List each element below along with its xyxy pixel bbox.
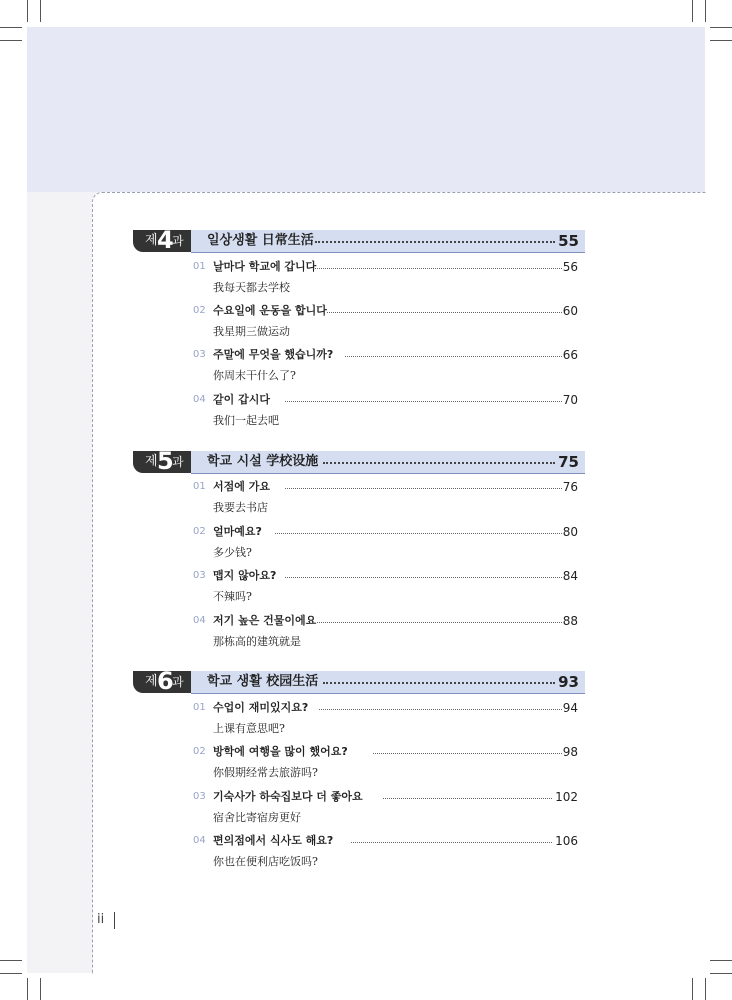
lesson-number: 03	[193, 349, 206, 360]
chapter-number: 5	[157, 447, 174, 475]
lesson-page: 98	[562, 745, 578, 759]
lesson-number: 04	[193, 835, 206, 846]
lesson-chinese-title: 不辣吗?	[213, 590, 252, 603]
lesson-number: 01	[193, 261, 206, 272]
dot-leader	[351, 842, 552, 843]
lesson-entry[interactable]	[193, 834, 578, 874]
lesson-title: 얼마예요?	[213, 525, 262, 538]
lesson-number: 02	[193, 305, 206, 316]
crop-mark	[705, 978, 706, 1000]
lesson-chinese-title: 你假期经常去旅游吗?	[213, 766, 318, 779]
lesson-page: 56	[562, 260, 578, 274]
lesson-chinese-title: 你周末干什么了?	[213, 369, 296, 382]
crop-mark	[692, 0, 693, 22]
crop-mark	[27, 978, 28, 1000]
chapter-title-bar	[191, 230, 585, 253]
lesson-page: 70	[562, 393, 578, 407]
crop-mark	[27, 0, 28, 22]
page-number-rule	[114, 912, 115, 929]
crop-mark	[0, 960, 22, 961]
crop-mark	[710, 27, 732, 28]
lesson-chinese-title: 我要去书店	[213, 501, 268, 514]
lesson-title: 편의점에서 식사도 해요?	[213, 834, 334, 847]
lesson-number: 02	[193, 526, 206, 537]
lesson-number: 04	[193, 394, 206, 405]
crop-mark	[0, 40, 22, 41]
chapter-header[interactable]	[133, 226, 585, 254]
lesson-entry[interactable]	[193, 260, 578, 300]
lesson-chinese-title: 我星期三做运动	[213, 325, 290, 338]
dot-leader	[323, 682, 555, 684]
chapter-title: 학교 시설 学校设施	[207, 454, 319, 469]
lesson-number: 04	[193, 615, 206, 626]
dot-leader	[315, 268, 562, 269]
lesson-page: 94	[562, 701, 578, 715]
lesson-entry[interactable]	[193, 614, 578, 654]
lesson-page: 102	[555, 790, 578, 804]
crop-mark	[705, 0, 706, 22]
lesson-chinese-title: 上课有意思吧?	[213, 722, 285, 735]
lesson-chinese-title: 我每天都去学校	[213, 281, 290, 294]
chapter-suffix: 과	[172, 455, 184, 469]
chapter-page: 55	[558, 232, 579, 250]
lesson-title: 기숙사가 하숙집보다 더 좋아요	[213, 790, 363, 803]
lesson-number: 03	[193, 570, 206, 581]
dot-leader	[383, 798, 552, 799]
lesson-number: 01	[193, 702, 206, 713]
crop-mark	[692, 978, 693, 1000]
dot-leader	[315, 241, 555, 243]
dot-leader	[317, 622, 562, 623]
crop-mark	[0, 27, 22, 28]
lesson-page: 84	[562, 569, 578, 583]
page-number: ii	[97, 912, 105, 927]
lesson-page: 88	[562, 614, 578, 628]
crop-mark	[40, 978, 41, 1000]
chapter-number: 6	[157, 667, 174, 695]
lesson-page: 80	[562, 525, 578, 539]
dot-leader	[285, 488, 562, 489]
crop-mark	[0, 973, 22, 974]
lesson-number: 01	[193, 481, 206, 492]
lesson-chinese-title: 我们一起去吧	[213, 414, 279, 427]
crop-mark	[710, 973, 732, 974]
chapter-page: 93	[558, 673, 579, 691]
lesson-title: 서점에 가요	[213, 480, 270, 493]
chapter-page: 75	[558, 453, 579, 471]
dot-leader	[285, 401, 562, 402]
chapter-header[interactable]	[133, 447, 585, 475]
dot-leader	[275, 533, 562, 534]
chapter-title-bar	[191, 671, 585, 694]
chapter-prefix: 제	[145, 454, 158, 469]
lesson-entry[interactable]	[193, 348, 578, 388]
lesson-entry[interactable]	[193, 701, 578, 741]
lesson-title: 날마다 학교에 갑니다	[213, 260, 317, 273]
lesson-page: 106	[555, 834, 578, 848]
chapter-header[interactable]	[133, 667, 585, 695]
lesson-entry[interactable]	[193, 790, 578, 830]
lesson-title: 같이 갑시다	[213, 393, 270, 406]
dot-leader	[319, 709, 562, 710]
chapter-suffix: 과	[172, 234, 184, 248]
dot-leader	[373, 753, 562, 754]
crop-mark	[710, 40, 732, 41]
lesson-number: 03	[193, 791, 206, 802]
lesson-entry[interactable]	[193, 745, 578, 785]
lesson-title: 저기 높은 건물이에요	[213, 614, 317, 627]
lesson-entry[interactable]	[193, 304, 578, 344]
crop-mark	[710, 960, 732, 961]
lesson-entry[interactable]	[193, 569, 578, 609]
lesson-chinese-title: 那栋高的建筑就是	[213, 635, 301, 648]
lesson-title: 방학에 여행을 많이 했어요?	[213, 745, 348, 758]
crop-mark	[40, 0, 41, 22]
lesson-entry[interactable]	[193, 393, 578, 433]
lesson-page: 60	[562, 304, 578, 318]
lesson-page: 66	[562, 348, 578, 362]
header-band	[27, 27, 705, 192]
chapter-suffix: 과	[172, 675, 184, 689]
dot-leader	[345, 356, 562, 357]
lesson-chinese-title: 你也在便利店吃饭吗?	[213, 855, 318, 868]
chapter-prefix: 제	[145, 233, 158, 248]
lesson-title: 수요일에 운동을 합니다	[213, 304, 327, 317]
chapter-prefix: 제	[145, 674, 158, 689]
lesson-entry[interactable]	[193, 480, 578, 520]
chapter-title: 일상생활 日常生活	[207, 233, 314, 248]
lesson-title: 맵지 않아요?	[213, 569, 277, 582]
lesson-title: 주말에 무엇을 했습니까?	[213, 348, 334, 361]
dot-leader	[327, 312, 562, 313]
lesson-number: 02	[193, 746, 206, 757]
chapter-badge	[133, 226, 191, 254]
lesson-entry[interactable]	[193, 525, 578, 565]
chapter-title: 학교 생활 校园生活	[207, 674, 319, 689]
chapter-number: 4	[157, 226, 174, 254]
lesson-chinese-title: 多少钱?	[213, 546, 252, 559]
chapter-title-bar	[191, 451, 585, 474]
dot-leader	[323, 462, 555, 464]
chapter-badge	[133, 447, 191, 475]
chapter-badge	[133, 667, 191, 695]
lesson-chinese-title: 宿舍比寄宿房更好	[213, 811, 301, 824]
lesson-page: 76	[562, 480, 578, 494]
lesson-title: 수업이 재미있지요?	[213, 701, 309, 714]
dot-leader	[285, 577, 562, 578]
